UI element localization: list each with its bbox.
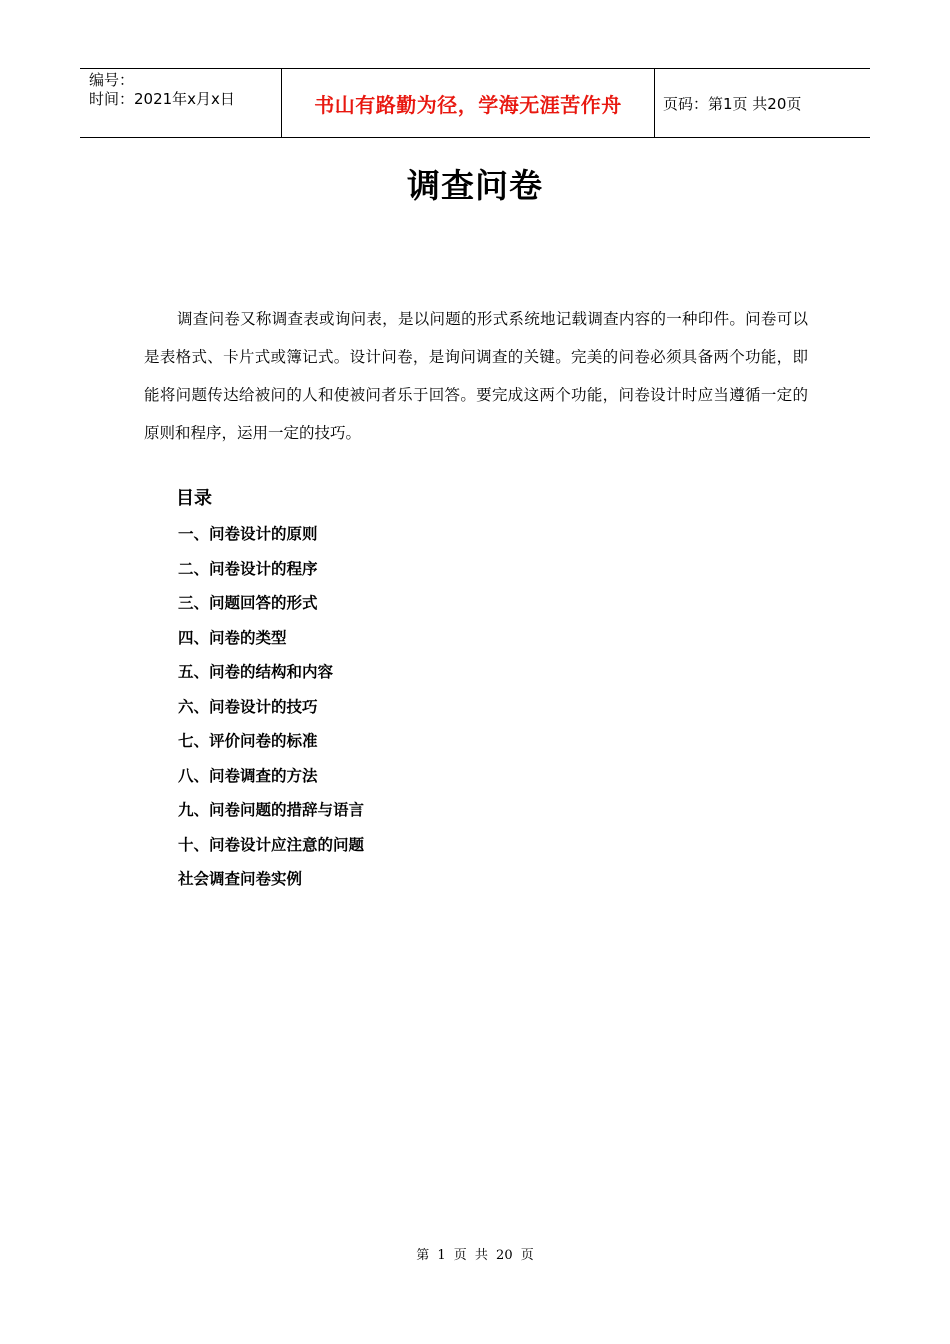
toc-item[interactable]: 十、问卷设计应注意的问题	[178, 835, 365, 854]
toc-heading: 目录	[176, 488, 212, 509]
header-meta-cell	[80, 69, 282, 137]
header-motto-cell	[282, 69, 655, 137]
page-footer-number: 第 1 页 共 20 页	[416, 1248, 534, 1263]
document-time-label: 时间：2021年x月x日	[89, 90, 235, 108]
header-page-cell	[655, 69, 870, 137]
toc-item[interactable]: 社会调查问卷实例	[178, 870, 303, 888]
document-title: 调查问卷	[407, 166, 543, 205]
toc-item[interactable]: 一、问卷设计的原则	[178, 525, 318, 543]
toc-item[interactable]: 五、问卷的结构和内容	[178, 663, 334, 681]
toc-item[interactable]: 六、问卷设计的技巧	[178, 697, 318, 716]
header-motto: 书山有路勤为径，学海无涯苦作舟	[314, 92, 622, 117]
page-header-table	[80, 68, 870, 138]
toc-item[interactable]: 八、问卷调查的方法	[178, 766, 318, 785]
toc-item[interactable]: 三、问题回答的形式	[178, 594, 318, 612]
toc-item[interactable]: 九、问卷问题的措辞与语言	[178, 801, 365, 819]
header-page-info: 页码：第1页 共20页	[663, 94, 802, 113]
intro-paragraph: 调查问卷又称调查表或询问表，是以问题的形式系统地记载调查内容的一种印件。问卷可以是表格式、卡片式或簿记式。设计问卷，是询问调查的关键。完美的问卷必须具备两个功能，即能将问题传达给被问的人和使被问者乐于回答。要完成这两个功能，问卷设计时应当遵循一定的原则和程序，运用一定的技巧。	[144, 310, 808, 442]
document-code-label: 编号：	[89, 71, 135, 89]
table-of-contents	[178, 520, 364, 900]
toc-item[interactable]: 四、问卷的类型	[178, 628, 287, 647]
toc-item[interactable]: 二、问卷设计的程序	[178, 559, 318, 578]
toc-item[interactable]: 七、评价问卷的标准	[178, 732, 318, 750]
